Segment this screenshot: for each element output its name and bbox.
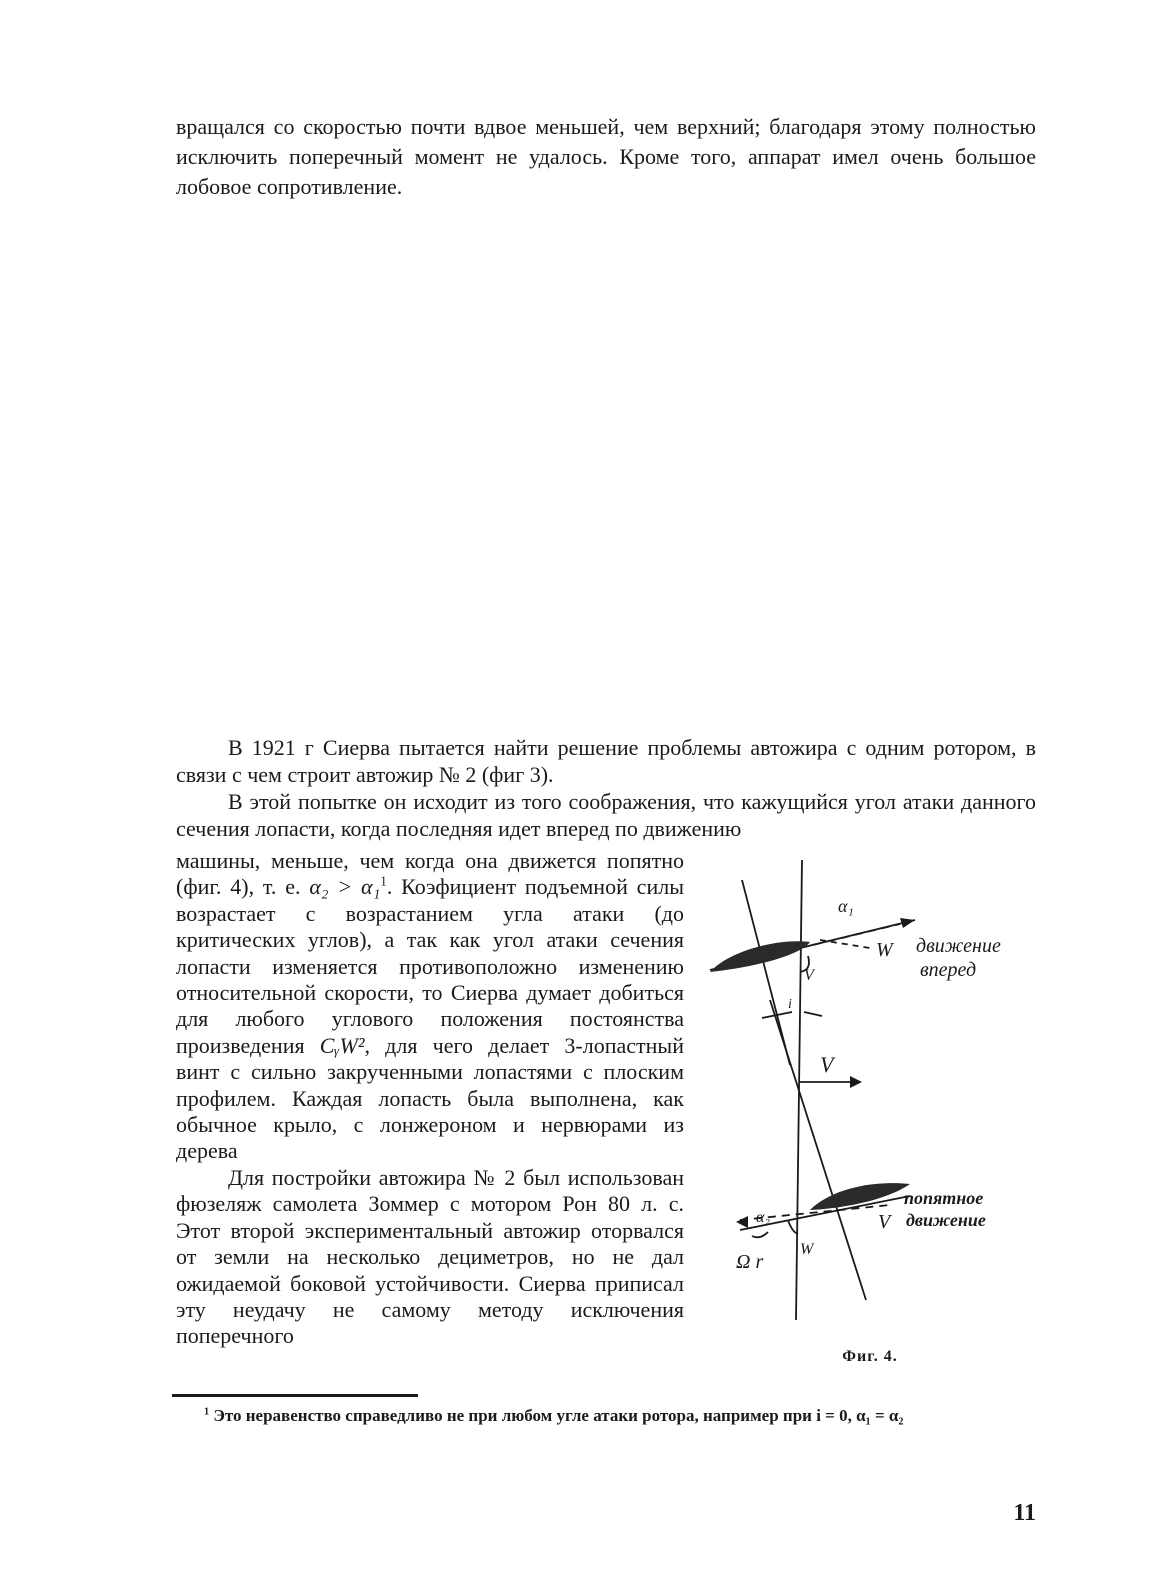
paragraph-attempt-full-width: В этой попытке он исходит из того соображения, что кажущийся угол атаки данного сечения лопасти, когда последняя идет вперед по движению xyxy=(176,789,1036,841)
paragraph-attempt-continued xyxy=(176,848,684,1165)
label-alpha2: α₂ xyxy=(756,1209,770,1226)
text-segment-a: машины, меньше, чем когда она движется попятно (фиг. 4), т. е. xyxy=(176,848,684,900)
backward-arrowhead xyxy=(736,1216,748,1228)
label-W-lower: W xyxy=(800,1241,814,1258)
product-formula: CᵧW² xyxy=(319,1032,365,1058)
paragraph-construction: Для постройки автожира № 2 был использован фюзеляж самолета Зоммер с мотором Рон 80 л. с. Этот второй экспериментальный автожир оторвался от земли на несколько дециметров, но не дал ожидаемой боковой устойчивости. Сиерва приписал эту неудачу не самому методу исключения поперечного xyxy=(176,1164,684,1349)
footnote-text: Это неравенство справедливо не при любом угле атаки ротора, например при i = 0, α₁ = α₂ xyxy=(213,1406,904,1425)
label-V-middle: V xyxy=(820,1052,834,1077)
label-V-lower: V xyxy=(878,1211,891,1233)
label-omega-r: Ω r xyxy=(736,1251,764,1273)
lower-tilted-axis xyxy=(770,1000,866,1300)
page-number: 11 xyxy=(1013,1500,1036,1526)
footnote-ref: 1 xyxy=(380,874,387,890)
label-backward-motion: попятное xyxy=(904,1188,984,1208)
label-alpha1: α₁ xyxy=(838,896,854,916)
label-V-upper: V xyxy=(804,967,814,984)
footnote-divider xyxy=(172,1394,418,1397)
inequality-formula: α₂ > α₁ xyxy=(309,874,381,900)
figure-caption: Фиг. 4. xyxy=(842,1348,898,1365)
text-segment-b: . Коэфициент подъемной силы возрастает с возрастанием угла атаки (до критических углов), а так как угол атаки сечения лопасти изменяется противоположно изменению относительной скорости, то Сиерва думает добиться для любого углового положения постоянства произведения xyxy=(176,874,684,1058)
i-marker-right xyxy=(804,1012,822,1016)
text-column xyxy=(176,848,684,1350)
top-paragraph: вращался со скоростью почти вдвое меньшей, чем верхний; благодаря этому полностью исключить поперечный момент не удалось. Кроме того, аппарат имел очень большое лобовое сопротивление. xyxy=(176,114,1036,199)
label-W-upper: W xyxy=(876,939,893,961)
label-backward-motion-2: движение xyxy=(906,1210,986,1230)
V-arrowhead xyxy=(850,1076,862,1088)
label-forward-motion-2: вперед xyxy=(920,959,977,981)
omega-r-arc xyxy=(752,1232,768,1237)
text-segment-c: , для чего делает 3-лопастный винт с сильно закрученными лопастями с плоским профилем. Каждая лопасть была выполнена, как обычное крыло, с лонжероном и нервюрами из дерева xyxy=(176,1032,684,1164)
forward-arrowhead xyxy=(900,918,915,928)
label-i: i xyxy=(788,997,792,1012)
figure-4-drawing xyxy=(700,860,1040,1330)
footnote-mark: 1 xyxy=(204,1406,210,1418)
footnote xyxy=(176,1404,1036,1428)
paragraph-1921: В 1921 г Сиерва пытается найти решение проблемы автожира с одним ротором, в связи с чем строит автожир № 2 (фиг 3). xyxy=(176,735,1036,787)
figure-4 xyxy=(700,860,1040,1380)
label-forward-motion: движение xyxy=(916,935,1001,957)
